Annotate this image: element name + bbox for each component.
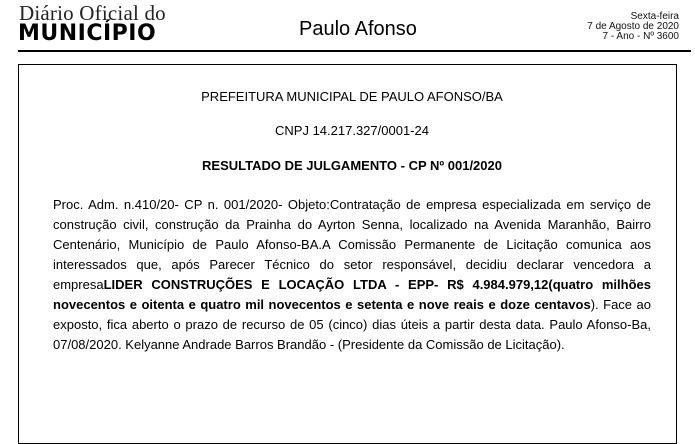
issuer-name: PREFEITURA MUNICIPAL DE PAULO AFONSO/BA bbox=[201, 89, 503, 104]
header-divider bbox=[18, 50, 691, 52]
notice-body-winner: LIDER CONSTRUÇÕES E LOCAÇÃO LTDA - EPP- R$ 4.984.979,12(quatro milhões novecentos e oitenta e quatro mil novecentos e setenta e nove reais e doze centavos bbox=[53, 277, 651, 312]
issue-info bbox=[587, 12, 679, 42]
issue-edition: 7 - Ano - Nº 3600 bbox=[602, 31, 679, 42]
notice-body-part2: ). Face ao exposto, fica aberto o prazo de recurso de 05 (cinco) dias úteis a partir desta data. Paulo Afonso-Ba, 07/08/2020. Kelyanne Andrade Barros Brandão - (Presidente da Comissão de Licitação). bbox=[53, 297, 651, 352]
issue-date: 7 de Agosto de 2020 bbox=[587, 21, 679, 32]
masthead-logo-line2: MUNICÍPIO bbox=[18, 21, 157, 46]
notice-body bbox=[53, 195, 651, 355]
issuer-cnpj: CNPJ 14.217.327/0001-24 bbox=[275, 123, 429, 138]
notice-title: RESULTADO DE JULGAMENTO - CP Nº 001/2020 bbox=[202, 158, 502, 173]
page-header bbox=[0, 0, 695, 50]
issue-weekday: Sexta-feira bbox=[630, 11, 679, 22]
masthead-logo-line1: Diário Oficial do bbox=[19, 1, 166, 25]
notice-body-part1: Proc. Adm. n.410/20- CP n. 001/2020- Objeto:Contratação de empresa especializada em serviço de construção civil, construção da Prainha do Ayrton Senna, localizado na Avenida Maranhão, Bairro Centenário, Município de Paulo Afonso-BA.A Comissão Permanente de Licitação comunica aos interessados que, após Parecer Técnico do setor responsável, decidiu declarar vencedora a empresa bbox=[53, 197, 651, 292]
city-title: Paulo Afonso bbox=[299, 18, 417, 40]
